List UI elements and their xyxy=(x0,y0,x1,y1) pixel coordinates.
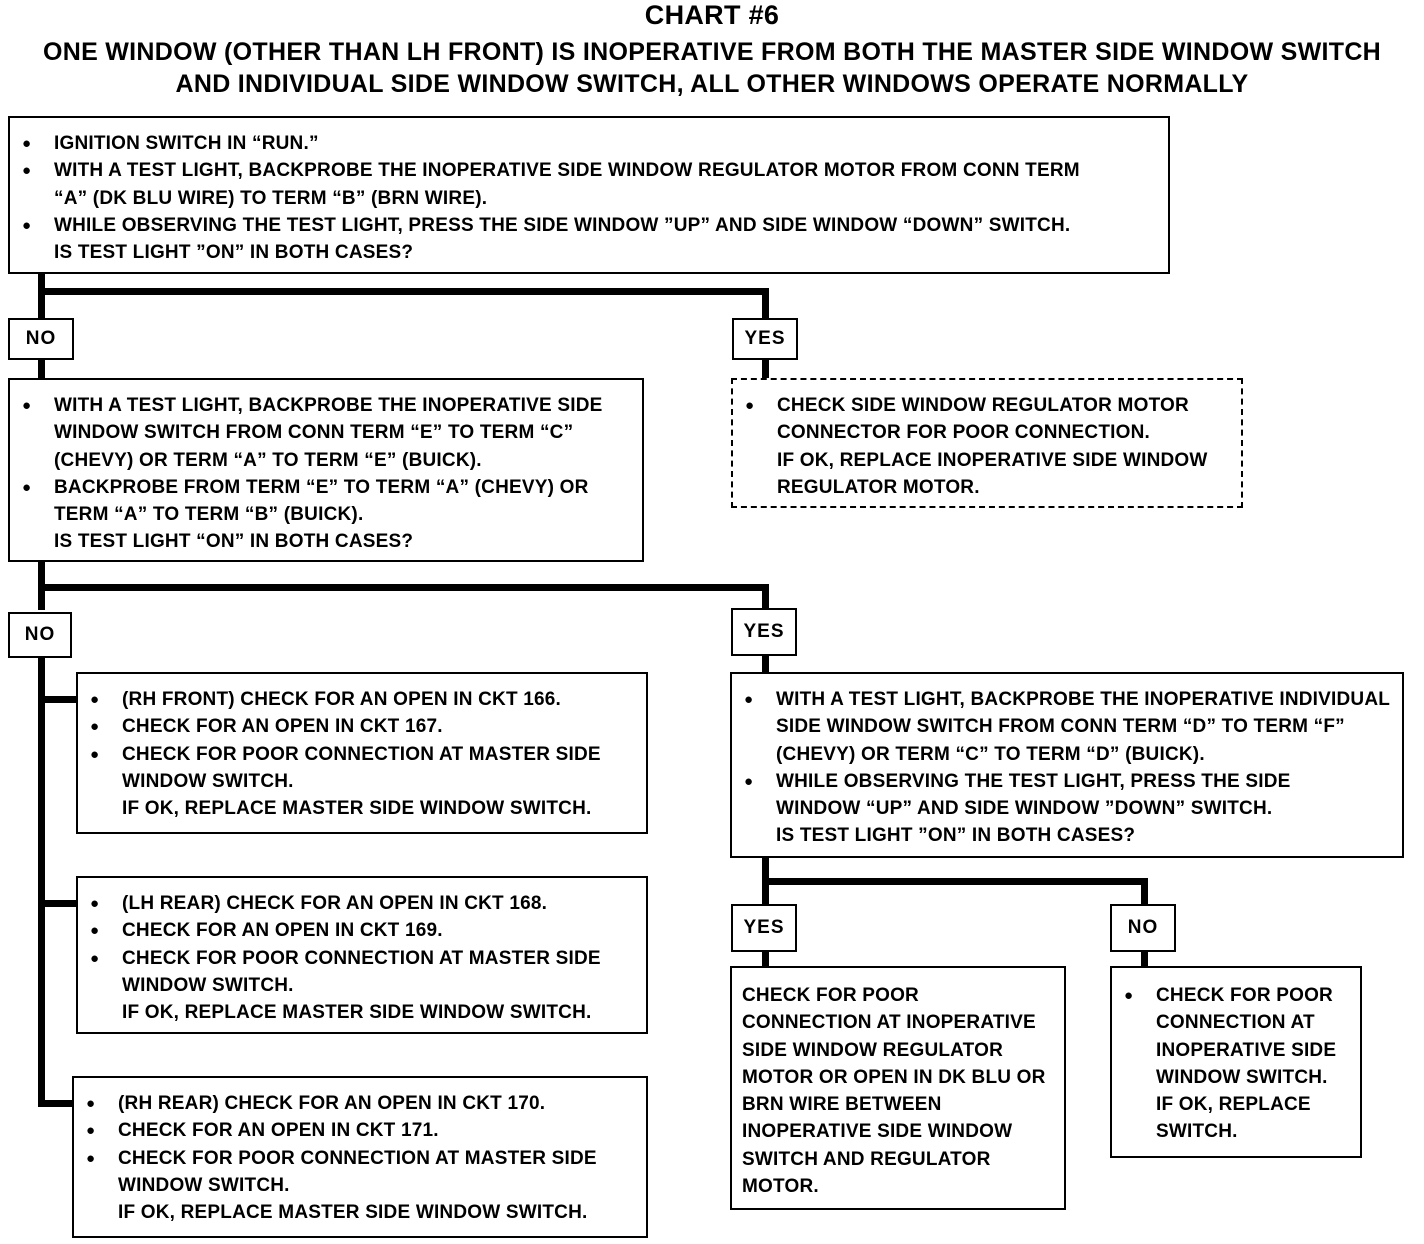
connector-step1-horizontal xyxy=(38,288,769,295)
connector-step2-horizontal xyxy=(38,584,769,591)
rh-front-bullet-3: ● CHECK FOR POOR CONNECTION AT MASTER SIDE WINDOW SWITCH. xyxy=(78,741,640,796)
chart-subtitle-line-2: AND INDIVIDUAL SIDE WINDOW SWITCH, ALL OTHER WINDOWS OPERATE NORMALLY xyxy=(175,70,1249,98)
connector-step3-horizontal xyxy=(762,878,1148,885)
rh-rear-bullet-1: ● (RH REAR) CHECK FOR AN OPEN IN CKT 170. xyxy=(74,1090,640,1117)
connector-trunk-to-box1 xyxy=(38,696,78,703)
lh-rear-box xyxy=(76,876,648,1034)
connector-yes2-to-step3 xyxy=(762,654,769,674)
lh-rear-bullet-3: ● CHECK FOR POOR CONNECTION AT MASTER SIDE WINDOW SWITCH. xyxy=(78,945,640,1000)
step3-no-label: NO xyxy=(1110,904,1176,952)
step3-yes-label: YES xyxy=(731,904,797,952)
step1-yes-box xyxy=(731,378,1243,508)
step3-no-note: IF OK, REPLACE SWITCH. xyxy=(1156,1094,1311,1143)
lh-rear-note: IF OK, REPLACE MASTER SIDE WINDOW SWITCH. xyxy=(122,1002,592,1024)
step3-box xyxy=(730,672,1404,858)
step2-box xyxy=(8,378,644,562)
step2-bullet-1: ● WITH A TEST LIGHT, BACKPROBE THE INOPERATIVE SIDE WINDOW SWITCH FROM CONN TERM “E” TO TERM “C” (CHEVY) OR TERM “A” TO TERM “E” (BUICK). xyxy=(10,392,632,474)
chart-title: CHART #6 xyxy=(644,0,780,30)
step2-yes-label: YES xyxy=(731,608,797,656)
connector-trunk-to-box2 xyxy=(38,900,78,907)
step3-bullet-2: ● WHILE OBSERVING THE TEST LIGHT, PRESS THE SIDE WINDOW “UP” AND SIDE WINDOW ”DOWN” SWITCH. xyxy=(732,768,1396,823)
lh-rear-bullet-1: ● (LH REAR) CHECK FOR AN OPEN IN CKT 168. xyxy=(78,890,640,917)
step3-question: IS TEST LIGHT ”ON” IN BOTH CASES? xyxy=(776,825,1136,847)
step2-question: IS TEST LIGHT “ON” IN BOTH CASES? xyxy=(54,531,414,553)
connector-no2-trunk xyxy=(38,655,45,1107)
rh-rear-box xyxy=(72,1076,648,1238)
connector-no1-to-step2 xyxy=(38,358,45,380)
step3-bullet-1: ● WITH A TEST LIGHT, BACKPROBE THE INOPERATIVE INDIVIDUAL SIDE WINDOW SWITCH FROM CONN TERM “D” TO TERM “F” (CHEVY) OR TERM “C” TO TERM “D” (BUICK). xyxy=(732,686,1396,768)
step2-bullet-2: ● BACKPROBE FROM TERM “E” TO TERM “A” (CHEVY) OR TERM “A” TO TERM “B” (BUICK). xyxy=(10,474,632,529)
step1-bullet-3: ● WHILE OBSERVING THE TEST LIGHT, PRESS THE SIDE WINDOW ”UP” AND SIDE WINDOW “DOWN” SWITCH. xyxy=(10,212,1158,239)
lh-rear-bullet-2: ● CHECK FOR AN OPEN IN CKT 169. xyxy=(78,917,640,944)
rh-front-bullet-1: ● (RH FRONT) CHECK FOR AN OPEN IN CKT 166. xyxy=(78,686,640,713)
step1-yes-bullet-1: ● CHECK SIDE WINDOW REGULATOR MOTOR CONNECTOR FOR POOR CONNECTION. xyxy=(733,392,1235,447)
step3-yes-box xyxy=(730,966,1066,1210)
step1-box xyxy=(8,116,1170,274)
step1-yes-label: YES xyxy=(732,318,798,360)
rh-front-note: IF OK, REPLACE MASTER SIDE WINDOW SWITCH. xyxy=(122,798,592,820)
step2-no-label: NO xyxy=(8,612,72,658)
step3-no-box xyxy=(1110,966,1362,1158)
step1-yes-note: IF OK, REPLACE INOPERATIVE SIDE WINDOW REGULATOR MOTOR. xyxy=(777,449,1208,498)
step1-bullet-1: ● IGNITION SWITCH IN “RUN.” xyxy=(10,130,1158,157)
step1-no-label: NO xyxy=(8,318,74,360)
connector-trunk-to-box3 xyxy=(38,1100,74,1107)
step1-question: IS TEST LIGHT ”ON” IN BOTH CASES? xyxy=(54,242,414,264)
rh-rear-bullet-3: ● CHECK FOR POOR CONNECTION AT MASTER SIDE WINDOW SWITCH. xyxy=(74,1145,640,1200)
connector-step1-down xyxy=(38,272,45,320)
connector-step2-yes-down xyxy=(762,584,769,610)
rh-front-bullet-2: ● CHECK FOR AN OPEN IN CKT 167. xyxy=(78,713,640,740)
step1-bullet-2: ● WITH A TEST LIGHT, BACKPROBE THE INOPERATIVE SIDE WINDOW REGULATOR MOTOR FROM CONN TERM “A” (DK BLU WIRE) TO TERM “B” (BRN WIRE). xyxy=(10,157,1158,212)
step3-yes-text: CHECK FOR POOR CONNECTION AT INOPERATIVE SIDE WINDOW REGULATOR MOTOR OR OPEN IN DK BLU OR BRN WIRE BETWEEN INOPERATIVE SIDE WINDOW SWITCH AND REGULATOR MOTOR. xyxy=(742,985,1046,1198)
connector-yes1-to-box xyxy=(762,358,769,380)
chart-subtitle-line-1: ONE WINDOW (OTHER THAN LH FRONT) IS INOPERATIVE FROM BOTH THE MASTER SIDE WINDOW SWITCH xyxy=(42,38,1382,66)
rh-rear-bullet-2: ● CHECK FOR AN OPEN IN CKT 171. xyxy=(74,1117,640,1144)
rh-front-box xyxy=(76,672,648,834)
rh-rear-note: IF OK, REPLACE MASTER SIDE WINDOW SWITCH. xyxy=(118,1202,588,1224)
step3-no-bullet-1: ● CHECK FOR POOR CONNECTION AT INOPERATIVE SIDE WINDOW SWITCH. xyxy=(1112,982,1354,1091)
connector-step1-yes-down xyxy=(762,288,769,320)
